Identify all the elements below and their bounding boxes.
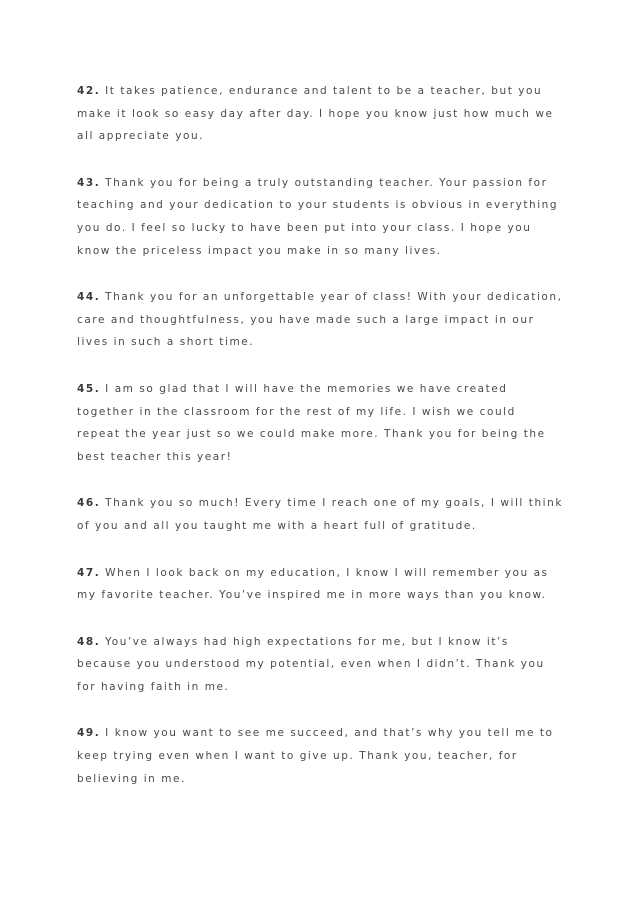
paragraph-number: 43. (77, 176, 101, 189)
paragraph-text: I am so glad that I will have the memories we have created together in the classroom for the rest of my life. I wish we could repeat the year just so we could make more. Thank you for being the best teacher this year! (77, 382, 546, 463)
paragraph-49 (77, 722, 563, 790)
paragraph-number: 48. (77, 635, 101, 648)
paragraph-text: When I look back on my education, I know I will remember you as my favorite teacher. You’ve inspired me in more ways than you know. (77, 566, 549, 602)
paragraph-text: It takes patience, endurance and talent to be a teacher, but you make it look so easy day after day. I hope you know just how much we all appreciate you. (77, 85, 554, 143)
paragraph-number: 49. (77, 727, 101, 740)
paragraph-text: Thank you for an unforgettable year of class! With your dedication, care and thoughtfulness, you have made such a large impact in our lives in such a short time. (77, 291, 563, 349)
paragraph-text: Thank you so much! Every time I reach one of my goals, I will think of you and all you taught me with a heart full of gratitude. (77, 497, 563, 532)
paragraph-43 (77, 172, 563, 262)
paragraph-number: 46. (77, 497, 101, 510)
paragraph-number: 47. (77, 566, 101, 579)
paragraph-47 (77, 562, 563, 607)
document-body (77, 80, 563, 814)
paragraph-45 (77, 378, 563, 468)
paragraph-text: I know you want to see me succeed, and that’s why you tell me to keep trying even when I want to give up. Thank you, teacher, for believing in me. (77, 727, 554, 785)
paragraph-44 (77, 286, 563, 354)
paragraph-42 (77, 80, 563, 148)
paragraph-number: 42. (77, 85, 101, 97)
paragraph-number: 44. (77, 291, 101, 304)
paragraph-text: Thank you for being a truly outstanding teacher. Your passion for teaching and your dedication to your students is obvious in everything you do. I feel so lucky to have been put into your class. I hope you know the priceless impact you make in so many lives. (77, 176, 559, 257)
paragraph-46 (77, 492, 563, 537)
paragraph-48 (77, 631, 563, 699)
paragraph-text: You’ve always had high expectations for me, but I know it’s because you understood my potential, even when I didn’t. Thank you for having faith in me. (77, 635, 545, 693)
paragraph-number: 45. (77, 382, 101, 395)
